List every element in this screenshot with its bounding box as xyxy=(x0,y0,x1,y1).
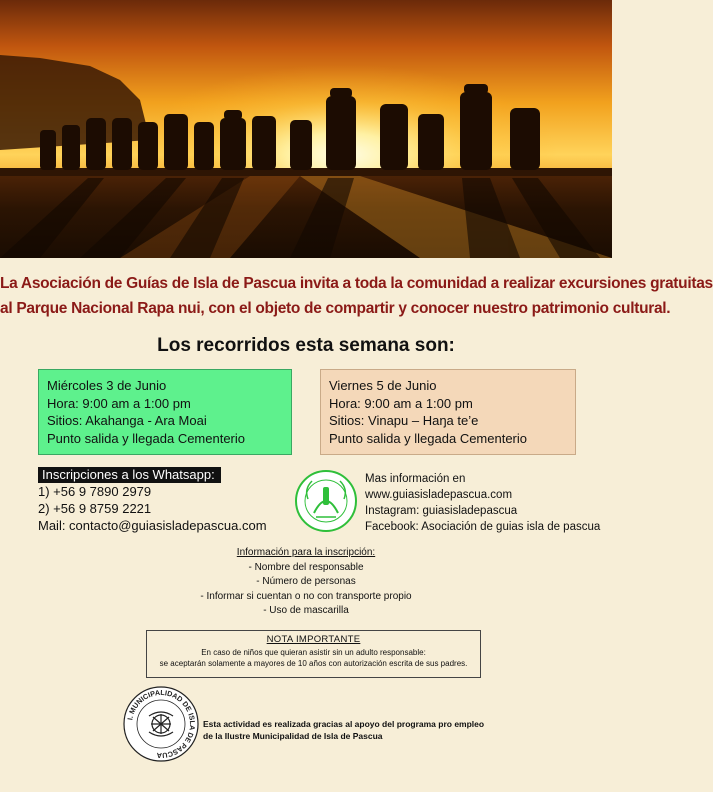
seal-text: I. MUNICIPALIDAD DE ISLA DE PASCUA xyxy=(125,687,198,761)
hero-photo-moai-sunset xyxy=(0,0,612,258)
website-link[interactable]: www.guiasisladepascua.com xyxy=(365,489,513,501)
note-line-1: En caso de niños que quieran asistir sin un adulto responsable: xyxy=(201,648,426,657)
registration-requirements xyxy=(0,546,612,619)
note-title: NOTA IMPORTANTE xyxy=(266,634,361,645)
sponsor-note xyxy=(203,718,484,742)
facebook-page[interactable]: Facebook: Asociación de guias isla de pascua xyxy=(365,521,601,533)
tours-heading: Los recorridos esta semana son: xyxy=(157,335,455,356)
tour-day: Miércoles 3 de Junio xyxy=(47,378,167,393)
signup-title: Inscripciones a los Whatsapp: xyxy=(38,467,221,483)
intro-line-1: La Asociación de Guías de Isla de Pascua invita a toda la comunidad a realizar excursiones gratuitas xyxy=(0,275,713,292)
signup-mail[interactable]: Mail: contacto@guiasisladepascua.com xyxy=(38,518,267,533)
requirement-item: - Nombre del responsable xyxy=(248,561,364,573)
signup-phone-2: 2) +56 9 8759 2221 xyxy=(38,501,152,516)
requirement-item: - Informar si cuentan o no con transporte propio xyxy=(200,590,412,602)
tour-meeting-point: Punto salida y llegada Cementerio xyxy=(329,430,528,446)
requirement-item: - Número de personas xyxy=(256,576,356,587)
tour-time: Hora: 9:00 am a 1:00 pm xyxy=(47,395,191,411)
signup-phone-1: 1) +56 9 7890 2979 xyxy=(38,484,152,499)
tour-time: Hora: 9:00 am a 1:00 pm xyxy=(329,395,473,411)
guides-association-logo xyxy=(294,469,358,533)
important-note-box xyxy=(146,630,481,678)
requirements-title: Información para la inscripción: xyxy=(236,547,376,558)
tour-sites: Sitios: Akahanga - Ara Moai xyxy=(47,413,207,428)
tour-day: Viernes 5 de Junio xyxy=(329,378,437,393)
tour-sites: Sitios: Vinapu – Haŋa te’e xyxy=(329,413,479,428)
more-info-label: Mas información en xyxy=(365,473,466,485)
signup-section xyxy=(38,466,267,534)
more-info xyxy=(365,471,600,535)
tour-meeting-point: Punto salida y llegada Cementerio xyxy=(47,430,246,446)
sponsor-line-2: de la Ilustre Municipalidad de Isla de Pascua xyxy=(203,731,383,741)
intro-line-2: al Parque Nacional Rapa nui, con el objeto de compartir y conocer nuestro patrimonio cultural. xyxy=(0,300,671,317)
tour-card-friday xyxy=(320,369,576,455)
requirement-item: - Uso de mascarilla xyxy=(263,605,349,616)
sponsor-line-1: Esta actividad es realizada gracias al apoyo del programa pro empleo xyxy=(203,719,485,729)
tour-card-wednesday xyxy=(38,369,292,455)
intro-text xyxy=(0,271,713,321)
municipality-seal xyxy=(123,686,199,762)
instagram-handle[interactable]: Instagram: guiasisladepascua xyxy=(365,505,518,517)
note-line-2: se aceptarán solamente a mayores de 10 años con autorización escrita de sus padres. xyxy=(159,659,468,668)
